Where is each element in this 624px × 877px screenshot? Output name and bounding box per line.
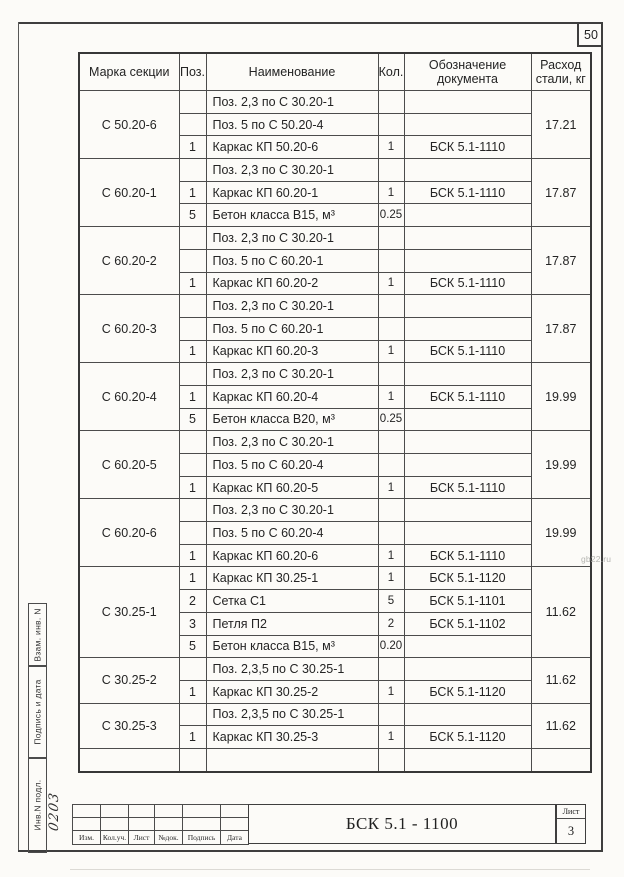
- steel-consumption-cell: 17.87: [531, 159, 591, 227]
- pos-cell: 1: [179, 136, 206, 159]
- doc-cell: [404, 113, 531, 136]
- spec-row: [79, 295, 591, 318]
- pos-cell: [179, 295, 206, 318]
- qty-cell: 1: [378, 385, 404, 408]
- doc-cell: БСК 5.1-1110: [404, 544, 531, 567]
- doc-cell: БСК 5.1-1110: [404, 181, 531, 204]
- pos-cell: 1: [179, 272, 206, 295]
- doc-cell: [404, 204, 531, 227]
- mark-cell: С 60.20-6: [79, 499, 179, 567]
- qty-cell: [378, 522, 404, 545]
- doc-cell: БСК 5.1-1120: [404, 680, 531, 703]
- steel-consumption-cell: 19.99: [531, 363, 591, 431]
- qty-cell: [378, 91, 404, 114]
- pos-cell: 1: [179, 385, 206, 408]
- name-cell: Сетка С1: [206, 590, 378, 613]
- pos-cell: [179, 317, 206, 340]
- sheet-number: 3: [567, 823, 575, 838]
- qty-cell: [378, 703, 404, 726]
- name-cell: Петля П2: [206, 612, 378, 635]
- handwritten-inventory-number: 0203: [47, 790, 63, 832]
- name-cell: Каркас КП 60.20-2: [206, 272, 378, 295]
- doc-cell: [404, 408, 531, 431]
- watermark: gb22.ru: [581, 554, 612, 564]
- qty-cell: 1: [378, 726, 404, 749]
- pos-cell: 5: [179, 635, 206, 658]
- pos-cell: 5: [179, 204, 206, 227]
- name-cell: Поз. 2,3,5 по С 30.25-1: [206, 703, 378, 726]
- pos-cell: [179, 431, 206, 454]
- qty-cell: 2: [378, 612, 404, 635]
- mark-cell: С 30.25-1: [79, 567, 179, 658]
- doc-cell: [404, 159, 531, 182]
- specification-table: [78, 52, 592, 773]
- pos-cell: [179, 363, 206, 386]
- pos-cell: 1: [179, 476, 206, 499]
- pos-cell: 5: [179, 408, 206, 431]
- spec-row: [79, 363, 591, 386]
- doc-cell: БСК 5.1-1110: [404, 340, 531, 363]
- name-cell: Поз. 2,3 по С 30.20-1: [206, 295, 378, 318]
- header-steel: Расход стали, кг: [531, 53, 591, 91]
- name-cell: [206, 748, 378, 771]
- spec-row: [79, 91, 591, 114]
- name-cell: Поз. 2,3,5 по С 30.25-1: [206, 658, 378, 681]
- rev-col-ndok: №док.: [155, 831, 183, 845]
- rev-col-data: Дата: [221, 831, 249, 845]
- pos-cell: [179, 499, 206, 522]
- rev-col-podpis: Подпись: [183, 831, 221, 845]
- pos-cell: [179, 748, 206, 771]
- revision-empty-row: [73, 805, 249, 818]
- doc-cell: БСК 5.1-1110: [404, 136, 531, 159]
- margin-box-vzam-inv: [28, 603, 47, 667]
- doc-cell: БСК 5.1-1120: [404, 726, 531, 749]
- pos-cell: 1: [179, 567, 206, 590]
- mark-cell: С 60.20-2: [79, 227, 179, 295]
- mark-cell: С 50.20-6: [79, 91, 179, 159]
- mark-cell: С 30.25-2: [79, 658, 179, 703]
- spec-row: [79, 227, 591, 250]
- pos-cell: 1: [179, 544, 206, 567]
- header-qty: Кол.: [378, 53, 404, 91]
- qty-cell: [378, 499, 404, 522]
- mark-cell: [79, 748, 179, 771]
- qty-cell: 1: [378, 476, 404, 499]
- margin-label-vzam: Взам. инв. N: [32, 608, 43, 662]
- qty-cell: 1: [378, 181, 404, 204]
- page-number: 50: [584, 27, 598, 42]
- pos-cell: [179, 703, 206, 726]
- page-number-box: [577, 24, 603, 47]
- sheet-box: [556, 804, 586, 844]
- steel-consumption-cell: 17.87: [531, 227, 591, 295]
- margin-box-podpis-data: [28, 665, 47, 759]
- doc-cell: БСК 5.1-1110: [404, 272, 531, 295]
- name-cell: Поз. 5 по С 60.20-4: [206, 454, 378, 477]
- spec-row: [79, 431, 591, 454]
- header-pos: Поз.: [179, 53, 206, 91]
- doc-cell: [404, 703, 531, 726]
- doc-cell: [404, 431, 531, 454]
- rev-col-koluch: Кол.уч.: [101, 831, 129, 845]
- name-cell: Поз. 2,3 по С 30.20-1: [206, 431, 378, 454]
- header-mark: Марка секции: [79, 53, 179, 91]
- name-cell: Поз. 2,3 по С 30.20-1: [206, 499, 378, 522]
- pos-cell: 3: [179, 612, 206, 635]
- qty-cell: [378, 249, 404, 272]
- pos-cell: [179, 658, 206, 681]
- margin-label-inv: Инв.N подл.: [32, 779, 43, 831]
- name-cell: Поз. 5 по С 50.20-4: [206, 113, 378, 136]
- frame-left-border: [18, 22, 19, 852]
- pos-cell: [179, 227, 206, 250]
- pos-cell: [179, 454, 206, 477]
- qty-cell: [378, 295, 404, 318]
- doc-cell: [404, 748, 531, 771]
- sheet-label: Лист: [557, 805, 585, 819]
- frame-right-border: [601, 22, 603, 852]
- doc-cell: [404, 658, 531, 681]
- mark-cell: С 60.20-4: [79, 363, 179, 431]
- mark-cell: С 60.20-5: [79, 431, 179, 499]
- doc-cell: [404, 295, 531, 318]
- doc-cell: [404, 227, 531, 250]
- qty-cell: 1: [378, 544, 404, 567]
- qty-cell: 0.25: [378, 408, 404, 431]
- name-cell: Поз. 2,3 по С 30.20-1: [206, 159, 378, 182]
- revision-label-row: [73, 831, 249, 845]
- pos-cell: [179, 159, 206, 182]
- frame-top-border: [18, 22, 603, 24]
- pos-cell: [179, 522, 206, 545]
- steel-consumption-cell: 17.87: [531, 295, 591, 363]
- revision-table: [72, 804, 249, 845]
- name-cell: Каркас КП 30.25-1: [206, 567, 378, 590]
- qty-cell: [378, 317, 404, 340]
- qty-cell: 1: [378, 567, 404, 590]
- steel-consumption-cell: 19.99: [531, 431, 591, 499]
- doc-cell: БСК 5.1-1120: [404, 567, 531, 590]
- pos-cell: [179, 113, 206, 136]
- steel-consumption-cell: 19.99: [531, 499, 591, 567]
- pos-cell: [179, 249, 206, 272]
- pos-cell: [179, 91, 206, 114]
- name-cell: Каркас КП 60.20-4: [206, 385, 378, 408]
- name-cell: Каркас КП 60.20-6: [206, 544, 378, 567]
- name-cell: Поз. 5 по С 60.20-4: [206, 522, 378, 545]
- name-cell: Бетон класса В15, м³: [206, 635, 378, 658]
- doc-cell: [404, 499, 531, 522]
- qty-cell: [378, 227, 404, 250]
- steel-consumption-cell: 11.62: [531, 567, 591, 658]
- qty-cell: 0.25: [378, 204, 404, 227]
- spec-row: [79, 658, 591, 681]
- margin-label-podpis: Подпись и дата: [32, 679, 43, 745]
- doc-cell: [404, 522, 531, 545]
- qty-cell: 5: [378, 590, 404, 613]
- name-cell: Бетон класса В20, м³: [206, 408, 378, 431]
- doc-cell: БСК 5.1-1110: [404, 385, 531, 408]
- pos-cell: 1: [179, 726, 206, 749]
- doc-cell: [404, 454, 531, 477]
- doc-cell: [404, 317, 531, 340]
- doc-cell: [404, 91, 531, 114]
- qty-cell: [378, 113, 404, 136]
- qty-cell: [378, 363, 404, 386]
- mark-cell: С 30.25-3: [79, 703, 179, 748]
- qty-cell: 1: [378, 340, 404, 363]
- pos-cell: 1: [179, 340, 206, 363]
- pos-cell: 2: [179, 590, 206, 613]
- qty-cell: 1: [378, 136, 404, 159]
- qty-cell: [378, 431, 404, 454]
- document-number: БСК 5.1 - 1100: [345, 814, 459, 833]
- steel-consumption-cell: 11.62: [531, 703, 591, 748]
- steel-consumption-cell: 17.21: [531, 91, 591, 159]
- doc-cell: БСК 5.1-1102: [404, 612, 531, 635]
- spec-row: [79, 567, 591, 590]
- qty-cell: [378, 748, 404, 771]
- qty-cell: 0.20: [378, 635, 404, 658]
- steel-consumption-cell: 11.62: [531, 658, 591, 703]
- qty-cell: 1: [378, 272, 404, 295]
- doc-cell: БСК 5.1-1110: [404, 476, 531, 499]
- name-cell: Каркас КП 30.25-3: [206, 726, 378, 749]
- rev-col-izm: Изм.: [73, 831, 101, 845]
- name-cell: Каркас КП 30.25-2: [206, 680, 378, 703]
- qty-cell: 1: [378, 680, 404, 703]
- steel-consumption-cell: [531, 748, 591, 771]
- document-number-box: [248, 804, 556, 844]
- spec-row: [79, 159, 591, 182]
- name-cell: Поз. 2,3 по С 30.20-1: [206, 91, 378, 114]
- revision-empty-row: [73, 818, 249, 831]
- pos-cell: 1: [179, 181, 206, 204]
- frame-bottom-border: [18, 850, 603, 852]
- name-cell: Поз. 2,3 по С 30.20-1: [206, 363, 378, 386]
- name-cell: Каркас КП 60.20-1: [206, 181, 378, 204]
- pos-cell: 1: [179, 680, 206, 703]
- scan-artifact-line: [70, 869, 590, 870]
- spec-header-row: [79, 53, 591, 91]
- mark-cell: С 60.20-1: [79, 159, 179, 227]
- spec-row: [79, 703, 591, 726]
- name-cell: Бетон класса В15, м³: [206, 204, 378, 227]
- header-name: Наименование: [206, 53, 378, 91]
- qty-cell: [378, 658, 404, 681]
- name-cell: Каркас КП 50.20-6: [206, 136, 378, 159]
- name-cell: Поз. 2,3 по С 30.20-1: [206, 227, 378, 250]
- name-cell: Поз. 5 по С 60.20-1: [206, 249, 378, 272]
- spec-row: [79, 748, 591, 771]
- spec-row: [79, 499, 591, 522]
- mark-cell: С 60.20-3: [79, 295, 179, 363]
- header-doc: Обозначение документа: [404, 53, 531, 91]
- doc-cell: [404, 249, 531, 272]
- qty-cell: [378, 454, 404, 477]
- doc-cell: [404, 363, 531, 386]
- doc-cell: БСК 5.1-1101: [404, 590, 531, 613]
- rev-col-list: Лист: [129, 831, 155, 845]
- doc-cell: [404, 635, 531, 658]
- name-cell: Поз. 5 по С 60.20-1: [206, 317, 378, 340]
- name-cell: Каркас КП 60.20-3: [206, 340, 378, 363]
- qty-cell: [378, 159, 404, 182]
- name-cell: Каркас КП 60.20-5: [206, 476, 378, 499]
